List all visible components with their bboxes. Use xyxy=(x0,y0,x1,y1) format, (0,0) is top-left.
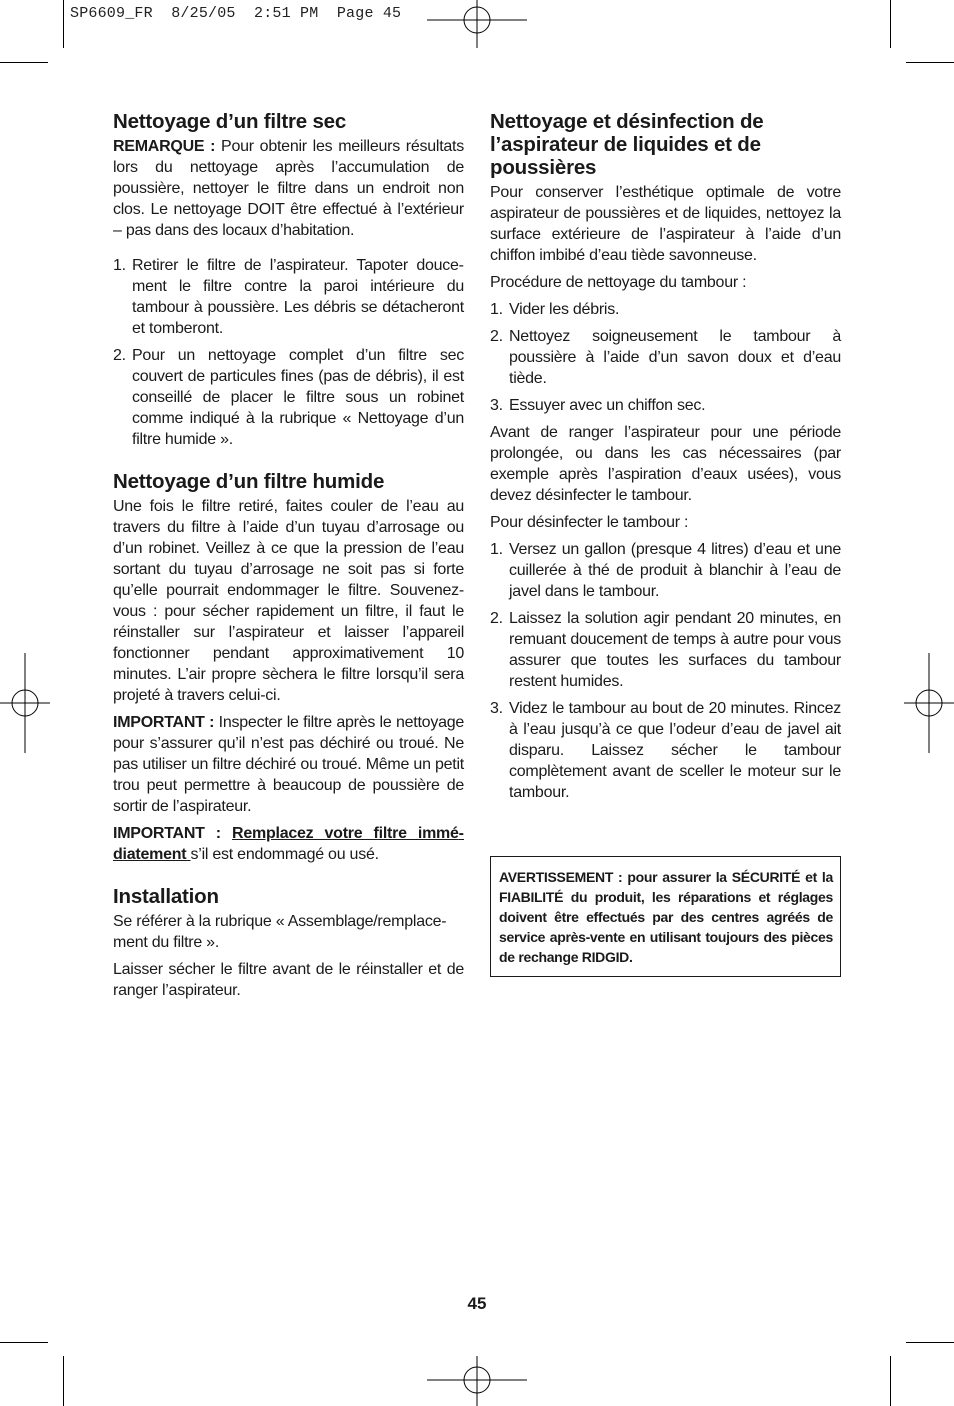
list-item xyxy=(113,255,464,339)
list-text: Pour un nettoyage complet d’un filtre sec couvert de particules fines (pas de débris), il est conseillé de placer le filtre sous un robinet comme indiqué à la rubrique « Nettoyage d’un filtre humide ». xyxy=(132,347,464,448)
registration-mark-right xyxy=(904,653,954,753)
section-title-cleaning-disinfection: Nettoyage et désinfection de l’aspirateur de liquides et de poussières xyxy=(490,110,764,179)
crop-mark xyxy=(906,1342,954,1343)
disinfect-steps xyxy=(490,539,841,803)
list-number: 3. xyxy=(490,700,503,717)
crop-mark xyxy=(63,1356,64,1406)
right-column xyxy=(490,110,841,809)
section-title-wet-filter: Nettoyage d’un filtre humide xyxy=(113,470,385,493)
list-number: 2. xyxy=(490,328,503,345)
list-item xyxy=(490,395,841,416)
note-label: REMARQUE : xyxy=(113,138,216,155)
list-item xyxy=(490,299,841,320)
dry-filter-steps xyxy=(113,255,464,450)
important-paragraph-2 xyxy=(113,823,464,865)
page-number: 45 xyxy=(467,1294,487,1313)
crop-mark xyxy=(906,62,954,63)
crop-mark xyxy=(890,1356,891,1406)
important-paragraph-1 xyxy=(113,712,464,817)
list-text: Versez un gallon (presque 4 litres) d’eau et une cuillerée à thé de produit à blanchir à l’eau de javel dans le tambour. xyxy=(509,541,841,600)
list-text: Nettoyez soigneusement le tambour à poussière à l’aide d’un savon doux et d’eau tiède. xyxy=(509,328,841,387)
important-underlined-text: Remplacez votre filtre immédiatement xyxy=(113,825,464,863)
registration-mark-left xyxy=(0,653,50,753)
procedure-label: Procédure de nettoyage du tambour : xyxy=(490,274,747,291)
important-text: Inspecter le filtre après le nettoyage pour s’assurer qu’il n’est pas déchiré ou troué. Ne pas utiliser un filtre déchiré ou troué. Même un petit trou peut permettre à beaucoup de poussière de sortir de l’aspirateur. xyxy=(113,714,465,815)
list-item xyxy=(490,608,841,692)
installation-paragraph-1: Se référer à la rubrique « Assemblage/remplacement du filtre ». xyxy=(113,913,447,951)
storage-paragraph: Avant de ranger l’aspirateur pour une période prolongée, ou dans les cas nécessaires (par exemple après l’aspiration d’eaux usées), vous devez désinfecter le tambour. xyxy=(490,424,841,504)
important-text: s’il est endommagé ou usé. xyxy=(190,846,379,863)
list-item xyxy=(113,345,464,450)
crop-mark xyxy=(63,0,64,48)
list-item xyxy=(490,698,841,803)
cleaning-steps xyxy=(490,299,841,416)
print-slug: SP6609_FR 8/25/05 2:51 PM Page 45 xyxy=(70,5,402,22)
list-item xyxy=(490,539,841,602)
list-number: 3. xyxy=(490,397,503,414)
list-number: 2. xyxy=(490,610,503,627)
crop-mark xyxy=(890,0,891,48)
list-text: Videz le tambour au bout de 20 minutes. Rincez à l’eau jusqu’à ce que l’odeur d’eau de javel ait disparu. Laissez sécher le tambour complètement avant de sceller le moteur sur le tambour. xyxy=(509,700,841,801)
important-label: IMPORTANT : xyxy=(113,714,215,731)
warning-box: AVERTISSEMENT : pour assurer la SÉCURITÉ et la FIABILITÉ du produit, les réparations et réglages doivent être effectués par des centres agréés de service après-vente en utilisant toujours des pièces de rechange RIDGID. xyxy=(490,856,841,977)
crop-mark xyxy=(0,1342,48,1343)
list-text: Essuyer avec un chiffon sec. xyxy=(509,397,706,414)
list-item xyxy=(490,326,841,389)
section-title-dry-filter: Nettoyage d’un filtre sec xyxy=(113,110,347,133)
wet-filter-paragraph: Une fois le filtre retiré, faites couler de l’eau au travers du filtre à l’aide d’un tuyau d’arrosage ou d’un robinet. Veillez à ce que la pression de l’eau sortant du tuyau d’arrosage ne soit pas si forte qu’elle pourrait endommager le filtre. Souvenez-vous : pour sécher rapidement un filtre, il faut le réinstaller sur l’aspirateur et laisser l’appareil fonctionner pendant approximativement 10 minutes. L’air propre sèchera le filtre lorsqu’il sera projeté à travers celui-ci. xyxy=(113,498,464,704)
note-paragraph xyxy=(113,136,464,241)
note-text: Pour obtenir les meilleurs résultats lors du nettoyage après l’accumulation de poussière, nettoyer le filtre dans un endroit non clos. Le nettoyage DOIT être effectué à l’extérieur – pas dans des locaux d’habitation. xyxy=(113,138,464,239)
list-number: 1. xyxy=(113,257,126,274)
cleaning-intro: Pour conserver l’esthétique optimale de votre aspirateur de poussières et de liquides, nettoyez la surface extérieure de l’aspirateur à l’aide d’un chiffon imbibé d’eau tiède savonneuse. xyxy=(490,184,841,264)
list-text: Vider les débris. xyxy=(509,301,620,318)
list-text: Laissez la solution agir pendant 20 minutes, en remuant doucement de temps à autre pour vous assurer que toutes les surfaces du tambour restent humides. xyxy=(509,610,841,690)
list-text: Retirer le filtre de l’aspirateur. Tapoter doucement le filtre contre la paroi intérieure du tambour à poussière. Les débris se détacheront et tomberont. xyxy=(132,257,464,337)
registration-mark-bottom xyxy=(427,1356,527,1406)
registration-mark-top xyxy=(427,0,527,48)
crop-mark xyxy=(0,62,48,63)
disinfect-label: Pour désinfecter le tambour : xyxy=(490,514,689,531)
list-number: 1. xyxy=(490,301,503,318)
important-label: IMPORTANT : xyxy=(113,825,221,842)
list-number: 1. xyxy=(490,541,503,558)
section-title-installation: Installation xyxy=(113,885,219,908)
list-number: 2. xyxy=(113,347,126,364)
left-column xyxy=(113,110,464,1007)
installation-paragraph-2: Laisser sécher le filtre avant de le réinstaller et de ranger l’aspirateur. xyxy=(113,961,464,999)
